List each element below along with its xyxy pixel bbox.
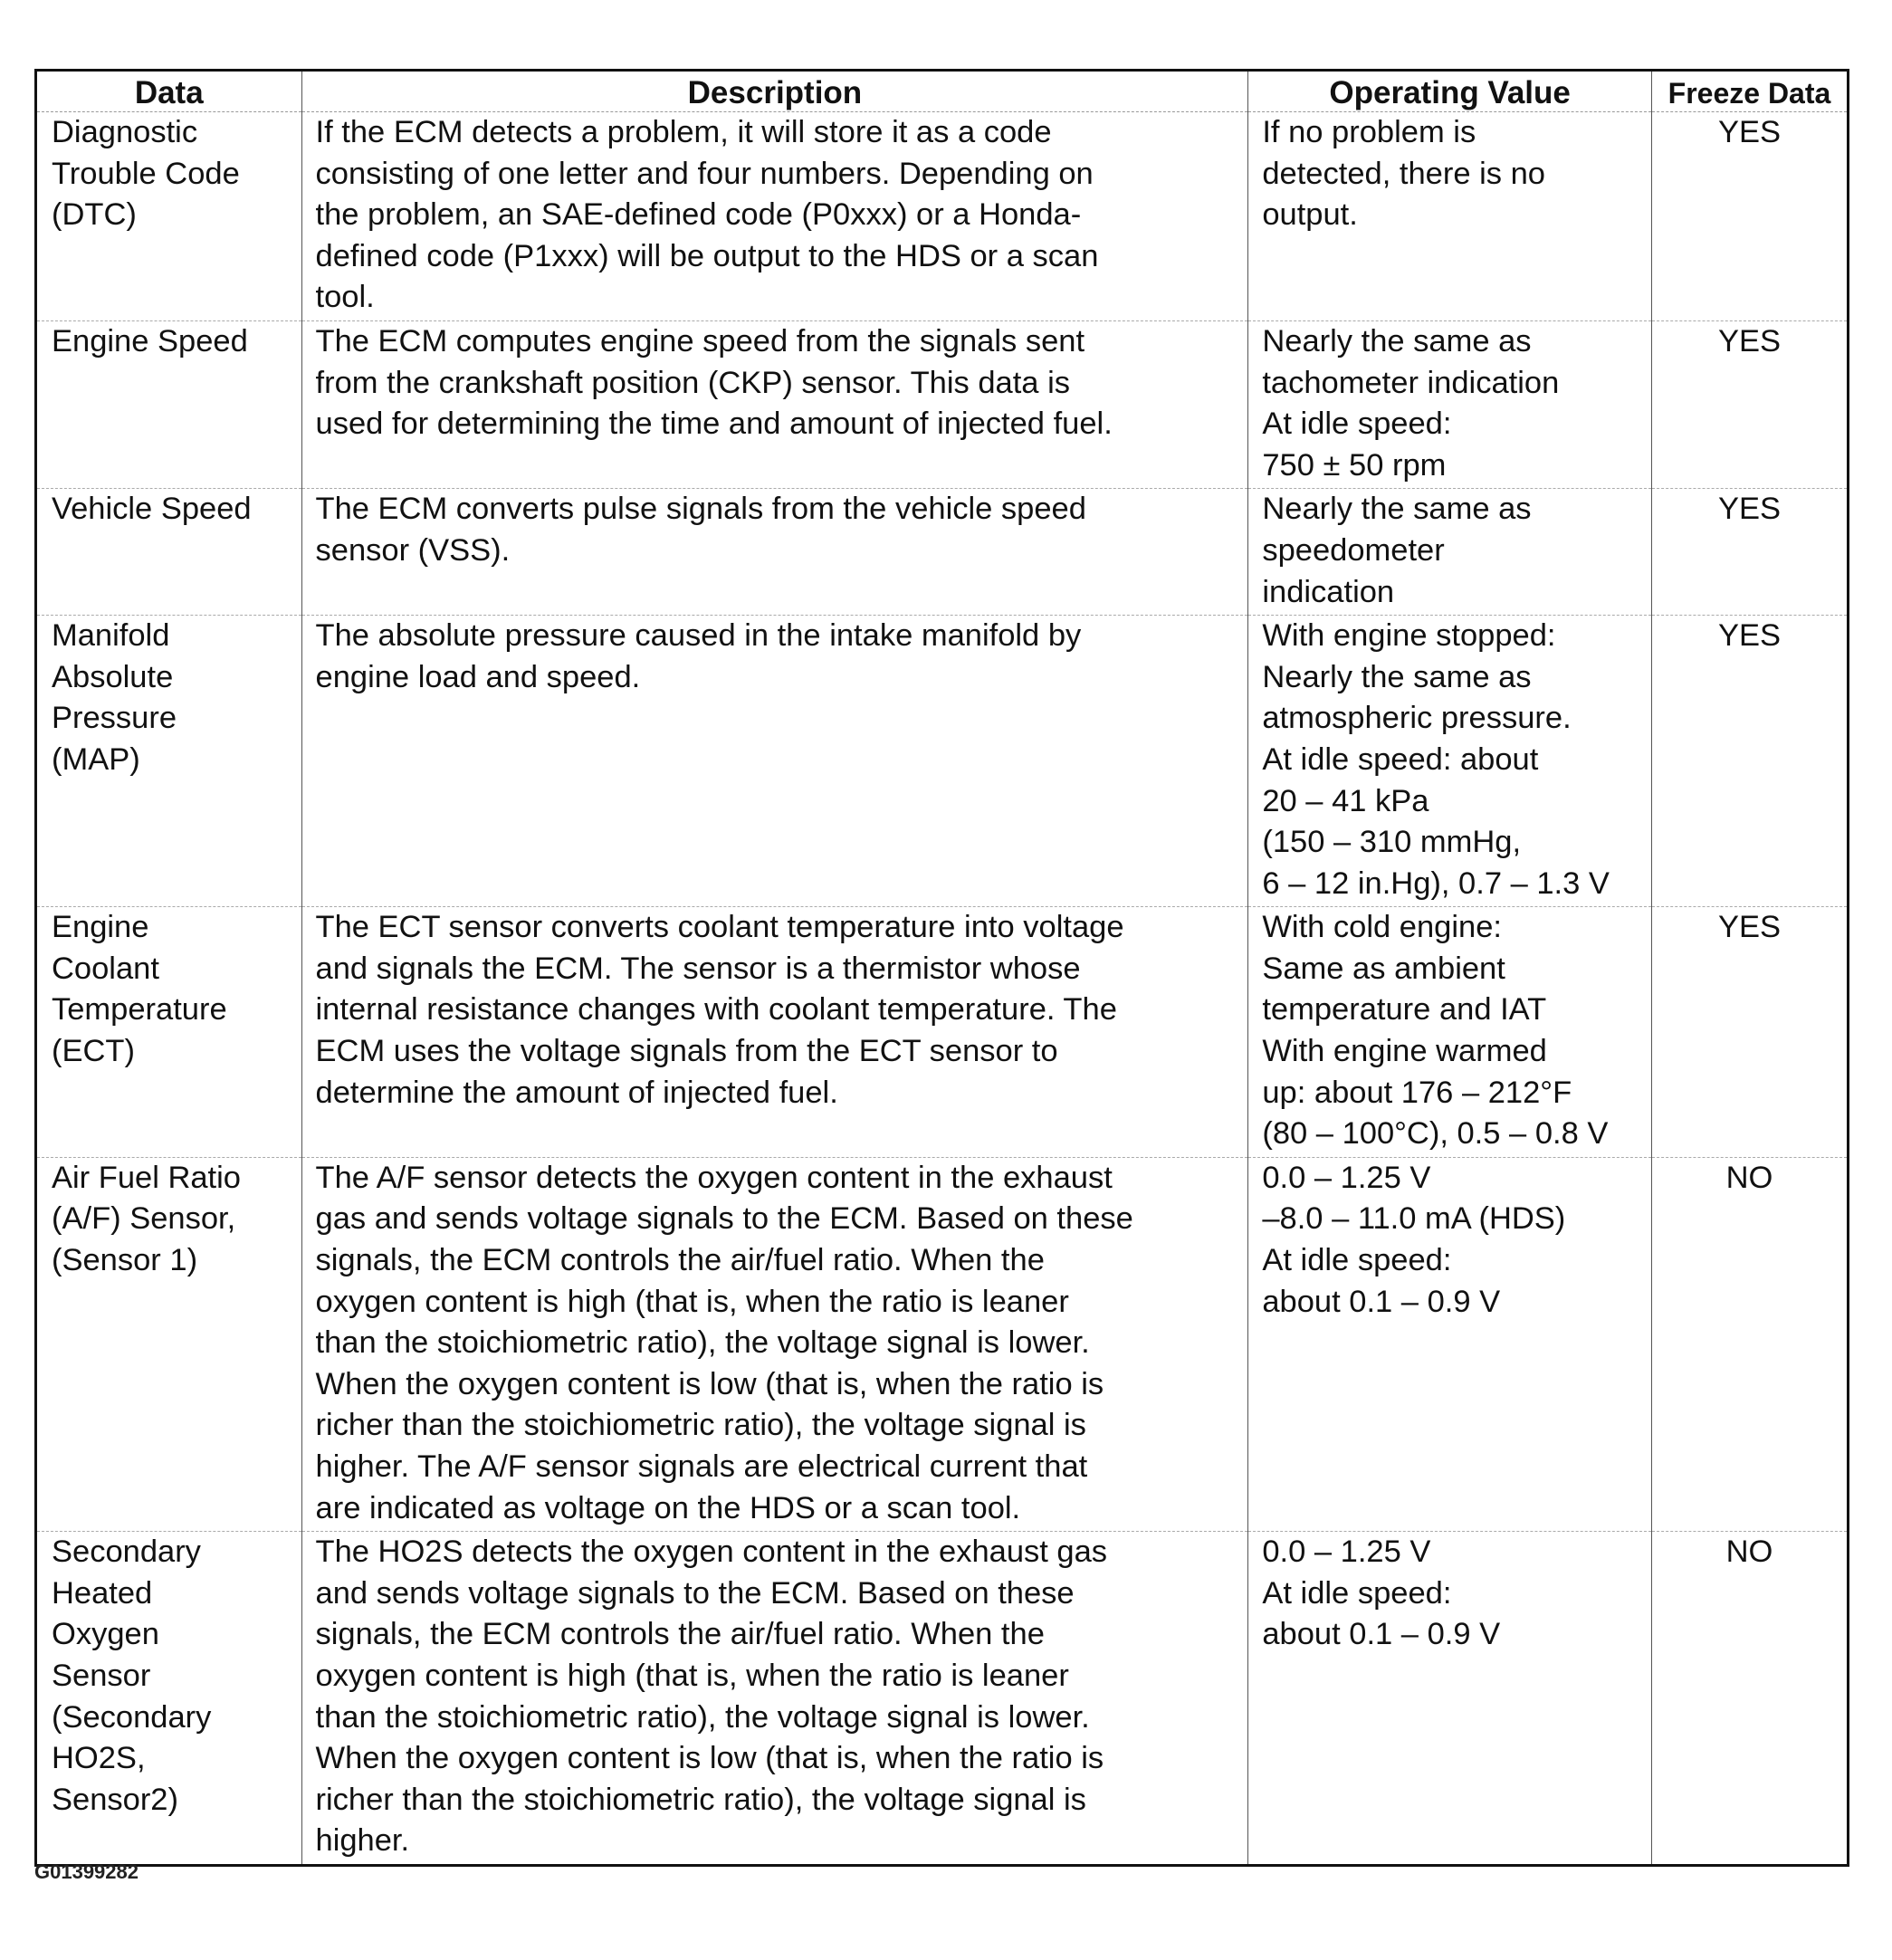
cell-operating-value bbox=[1248, 1532, 1652, 1866]
text-line: If no problem is bbox=[1262, 115, 1476, 149]
text-line: about 0.1 – 0.9 V bbox=[1262, 1284, 1501, 1319]
text-line: The ECT sensor converts coolant temperature into voltage bbox=[315, 910, 1124, 945]
text-line: Nearly the same as bbox=[1262, 492, 1532, 527]
text-line: 750 ± 50 rpm bbox=[1262, 447, 1447, 483]
cell-data bbox=[36, 320, 302, 488]
text-line: When the oxygen content is low (that is, when the ratio is bbox=[315, 1366, 1104, 1401]
text-line: signals, the ECM controls the air/fuel ratio. When the bbox=[315, 1617, 1045, 1652]
text-line: Manifold bbox=[52, 618, 170, 654]
cell-data bbox=[36, 112, 302, 321]
text-line: about 0.1 – 0.9 V bbox=[1262, 1617, 1501, 1652]
text-line: richer than the stoichiometric ratio), the voltage signal is bbox=[315, 1408, 1086, 1443]
table-row bbox=[36, 320, 1849, 488]
text-line: Temperature bbox=[52, 992, 227, 1028]
text-line: higher. The A/F sensor signals are electrical current that bbox=[315, 1449, 1088, 1484]
text-line: (MAP) bbox=[52, 741, 140, 777]
cell-freeze-data: NO bbox=[1651, 1157, 1848, 1531]
text-line: If the ECM detects a problem, it will store it as a code bbox=[315, 115, 1052, 149]
text-line: speedometer bbox=[1262, 532, 1445, 568]
text-line: Diagnostic bbox=[52, 115, 198, 149]
cell-freeze-data: YES bbox=[1651, 112, 1848, 321]
cell-data bbox=[36, 1532, 302, 1866]
cell-data bbox=[36, 489, 302, 616]
cell-description bbox=[301, 112, 1248, 321]
cell-freeze-data: YES bbox=[1651, 616, 1848, 907]
cell-data bbox=[36, 616, 302, 907]
text-line: oxygen content is high (that is, when the ratio is leaner bbox=[315, 1284, 1069, 1319]
text-line: The ECM converts pulse signals from the vehicle speed bbox=[315, 492, 1086, 527]
text-line: Secondary bbox=[52, 1535, 201, 1570]
header-freeze-data: Freeze Data bbox=[1651, 71, 1848, 112]
text-line: The ECM computes engine speed from the signals sent bbox=[315, 323, 1085, 359]
text-line: signals, the ECM controls the air/fuel ratio. When the bbox=[315, 1243, 1045, 1278]
text-line: determine the amount of injected fuel. bbox=[315, 1075, 838, 1110]
table-row bbox=[36, 1157, 1849, 1531]
cell-description bbox=[301, 616, 1248, 907]
text-line: detected, there is no bbox=[1262, 156, 1545, 191]
text-line: temperature and IAT bbox=[1262, 992, 1547, 1028]
text-line: Air Fuel Ratio bbox=[52, 1160, 241, 1195]
text-line: At idle speed: about bbox=[1262, 741, 1539, 777]
cell-operating-value bbox=[1248, 320, 1652, 488]
text-line: When the oxygen content is low (that is, when the ratio is bbox=[315, 1741, 1104, 1776]
text-line: tachometer indication bbox=[1262, 365, 1560, 400]
text-line: ECM uses the voltage signals from the ECT sensor to bbox=[315, 1034, 1058, 1069]
header-description: Description bbox=[301, 71, 1248, 112]
text-line: Nearly the same as bbox=[1262, 323, 1532, 359]
text-line: With engine stopped: bbox=[1262, 618, 1556, 654]
text-line: HO2S, bbox=[52, 1741, 146, 1776]
text-line: 0.0 – 1.25 V bbox=[1262, 1535, 1431, 1570]
text-line: (DTC) bbox=[52, 197, 137, 233]
text-line: sensor (VSS). bbox=[315, 532, 511, 568]
table-row bbox=[36, 907, 1849, 1158]
cell-operating-value bbox=[1248, 489, 1652, 616]
text-line: and sends voltage signals to the ECM. Based on these bbox=[315, 1575, 1075, 1611]
text-line: (150 – 310 mmHg, bbox=[1262, 825, 1522, 860]
text-line: (Secondary bbox=[52, 1699, 212, 1735]
text-line: richer than the stoichiometric ratio), the voltage signal is bbox=[315, 1782, 1086, 1817]
text-line: atmospheric pressure. bbox=[1262, 701, 1572, 736]
cell-data bbox=[36, 907, 302, 1158]
text-line: from the crankshaft position (CKP) sensor. This data is bbox=[315, 365, 1070, 400]
figure-id: G01399282 bbox=[34, 1860, 139, 1883]
text-line: Coolant bbox=[52, 951, 159, 986]
text-line: Engine bbox=[52, 910, 149, 945]
cell-freeze-data: NO bbox=[1651, 1532, 1848, 1866]
cell-freeze-data: YES bbox=[1651, 489, 1848, 616]
text-line: Absolute bbox=[52, 659, 174, 694]
text-line: Sensor bbox=[52, 1658, 151, 1693]
text-line: (Sensor 1) bbox=[52, 1243, 198, 1278]
text-line: Engine Speed bbox=[52, 323, 248, 359]
cell-description bbox=[301, 1532, 1248, 1866]
text-line: At idle speed: bbox=[1262, 1575, 1452, 1611]
text-line: Heated bbox=[52, 1575, 153, 1611]
text-line: The absolute pressure caused in the intake manifold by bbox=[315, 618, 1082, 654]
cell-data bbox=[36, 1157, 302, 1531]
text-line: Same as ambient bbox=[1262, 951, 1505, 986]
cell-freeze-data: YES bbox=[1651, 320, 1848, 488]
text-line: higher. bbox=[315, 1823, 410, 1859]
text-line: 0.0 – 1.25 V bbox=[1262, 1160, 1431, 1195]
text-line: Trouble Code bbox=[52, 156, 240, 191]
text-line: With cold engine: bbox=[1262, 910, 1502, 945]
text-line: output. bbox=[1262, 197, 1358, 233]
cell-description bbox=[301, 1157, 1248, 1531]
cell-freeze-data: YES bbox=[1651, 907, 1848, 1158]
cell-description bbox=[301, 320, 1248, 488]
text-line: oxygen content is high (that is, when the ratio is leaner bbox=[315, 1658, 1069, 1693]
header-data: Data bbox=[36, 71, 302, 112]
text-line: gas and sends voltage signals to the ECM. Based on these bbox=[315, 1201, 1133, 1237]
cell-operating-value bbox=[1248, 112, 1652, 321]
data-table bbox=[34, 69, 1849, 1867]
table-row bbox=[36, 112, 1849, 321]
text-line: With engine warmed bbox=[1262, 1034, 1547, 1069]
cell-operating-value bbox=[1248, 616, 1652, 907]
table-row bbox=[36, 616, 1849, 907]
text-line: than the stoichiometric ratio), the voltage signal is lower. bbox=[315, 1325, 1090, 1361]
text-line: Vehicle Speed bbox=[52, 492, 252, 527]
text-line: 6 – 12 in.Hg), 0.7 – 1.3 V bbox=[1262, 865, 1610, 901]
table-body bbox=[36, 112, 1849, 1866]
text-line: –8.0 – 11.0 mA (HDS) bbox=[1262, 1201, 1566, 1237]
text-line: internal resistance changes with coolant temperature. The bbox=[315, 992, 1117, 1028]
text-line: up: about 176 – 212°F bbox=[1262, 1075, 1572, 1110]
text-line: used for determining the time and amount of injected fuel. bbox=[315, 406, 1113, 442]
text-line: Pressure bbox=[52, 701, 177, 736]
cell-operating-value bbox=[1248, 1157, 1652, 1531]
text-line: At idle speed: bbox=[1262, 406, 1452, 442]
text-line: than the stoichiometric ratio), the voltage signal is lower. bbox=[315, 1699, 1090, 1735]
table-row bbox=[36, 1532, 1849, 1866]
table-row bbox=[36, 489, 1849, 616]
text-line: consisting of one letter and four numbers. Depending on bbox=[315, 156, 1094, 191]
text-line: (80 – 100°C), 0.5 – 0.8 V bbox=[1262, 1116, 1609, 1152]
text-line: Nearly the same as bbox=[1262, 659, 1532, 694]
text-line: The A/F sensor detects the oxygen content in the exhaust bbox=[315, 1160, 1113, 1195]
text-line: Oxygen bbox=[52, 1617, 159, 1652]
text-line: (ECT) bbox=[52, 1034, 135, 1069]
text-line: 20 – 41 kPa bbox=[1262, 783, 1429, 818]
text-line: The HO2S detects the oxygen content in the exhaust gas bbox=[315, 1535, 1108, 1570]
text-line: indication bbox=[1262, 574, 1395, 609]
text-line: Sensor2) bbox=[52, 1782, 178, 1817]
cell-operating-value bbox=[1248, 907, 1652, 1158]
header-row bbox=[36, 71, 1849, 112]
text-line: the problem, an SAE-defined code (P0xxx) or a Honda- bbox=[315, 197, 1082, 233]
header-operating-value: Operating Value bbox=[1248, 71, 1652, 112]
text-line: engine load and speed. bbox=[315, 659, 641, 694]
cell-description bbox=[301, 907, 1248, 1158]
text-line: are indicated as voltage on the HDS or a scan tool. bbox=[315, 1490, 1021, 1525]
text-line: (A/F) Sensor, bbox=[52, 1201, 236, 1237]
cell-description bbox=[301, 489, 1248, 616]
text-line: and signals the ECM. The sensor is a thermistor whose bbox=[315, 951, 1081, 986]
text-line: At idle speed: bbox=[1262, 1243, 1452, 1278]
text-line: tool. bbox=[315, 280, 375, 315]
text-line: defined code (P1xxx) will be output to the HDS or a scan bbox=[315, 238, 1099, 273]
